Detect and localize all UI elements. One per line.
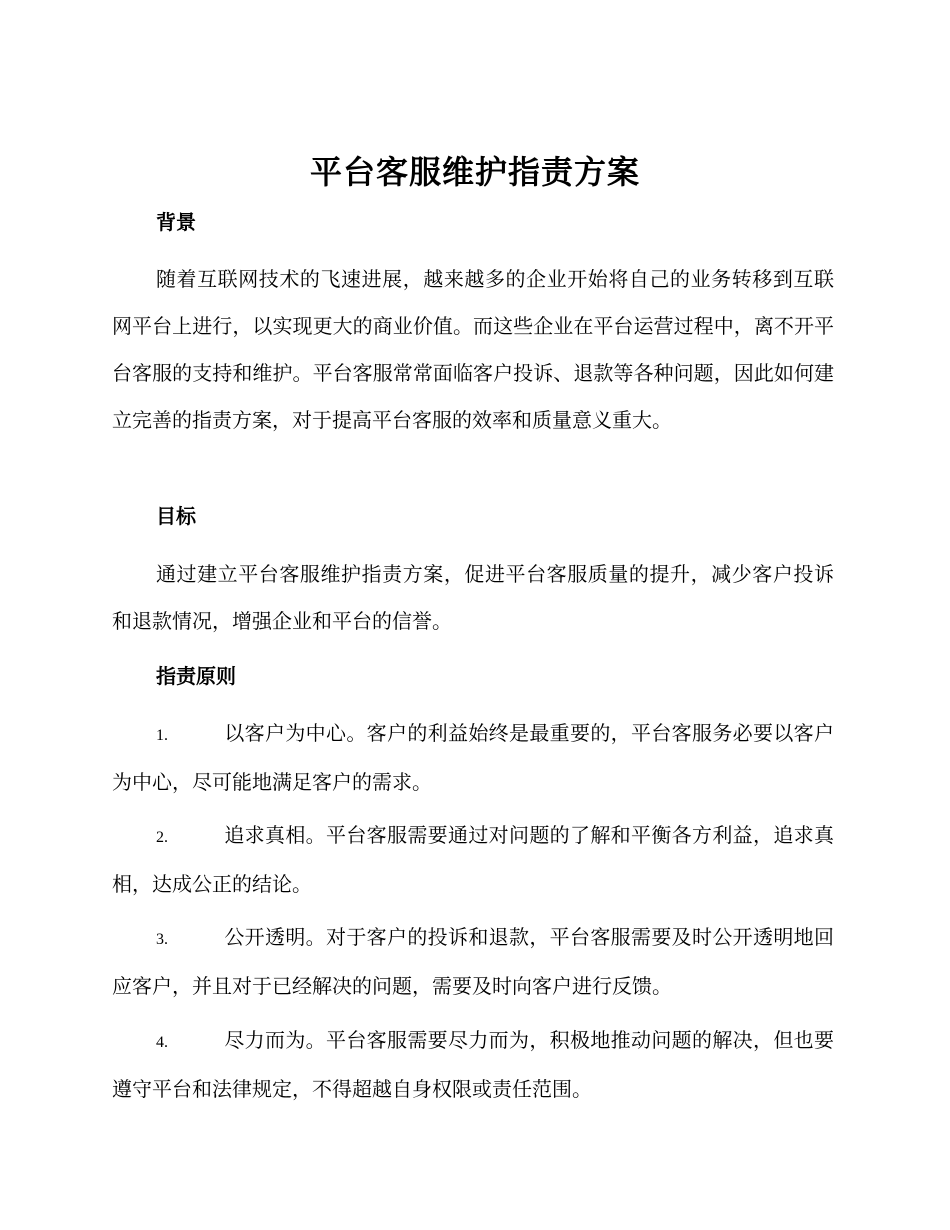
section-heading-principles: 指责原则 <box>156 664 236 688</box>
principle-number: 3. <box>156 931 168 948</box>
principle-text: 公开透明。对于客户的投诉和退款，平台客服需要及时公开透明地回应客户，并且对于已经解决的问题，需要及时向客户进行反馈。 <box>112 925 834 998</box>
principle-item-2 <box>112 812 834 908</box>
principle-number: 1. <box>156 727 168 744</box>
principle-item-1 <box>112 710 834 806</box>
principle-item-4 <box>112 1017 834 1113</box>
background-paragraph: 随着互联网技术的飞速进展，越来越多的企业开始将自己的业务转移到互联网平台上进行，以实现更大的商业价值。而这些企业在平台运营过程中，离不开平台客服的支持和维护。平台客服常常面临客户投诉、退款等各种问题，因此如何建立完善的指责方案，对于提高平台客服的效率和质量意义重大。 <box>112 267 834 432</box>
section-heading-goal: 目标 <box>156 504 196 528</box>
section-heading-background: 背景 <box>156 210 196 234</box>
document-title: 平台客服维护指责方案 <box>309 153 640 191</box>
principle-text: 尽力而为。平台客服需要尽力而为，积极地推动问题的解决，但也要遵守平台和法律规定，不得超越自身权限或责任范围。 <box>112 1028 834 1101</box>
principle-number: 4. <box>156 1034 168 1051</box>
principle-item-3 <box>112 914 834 1010</box>
principle-text: 以客户为中心。客户的利益始终是最重要的，平台客服务必要以客户为中心，尽可能地满足客户的需求。 <box>112 721 834 794</box>
principle-number: 2. <box>156 829 168 846</box>
goal-paragraph: 通过建立平台客服维护指责方案，促进平台客服质量的提升，减少客户投诉和退款情况，增强企业和平台的信誉。 <box>112 562 834 633</box>
principle-text: 追求真相。平台客服需要通过对问题的了解和平衡各方利益，追求真相，达成公正的结论。 <box>112 823 834 896</box>
